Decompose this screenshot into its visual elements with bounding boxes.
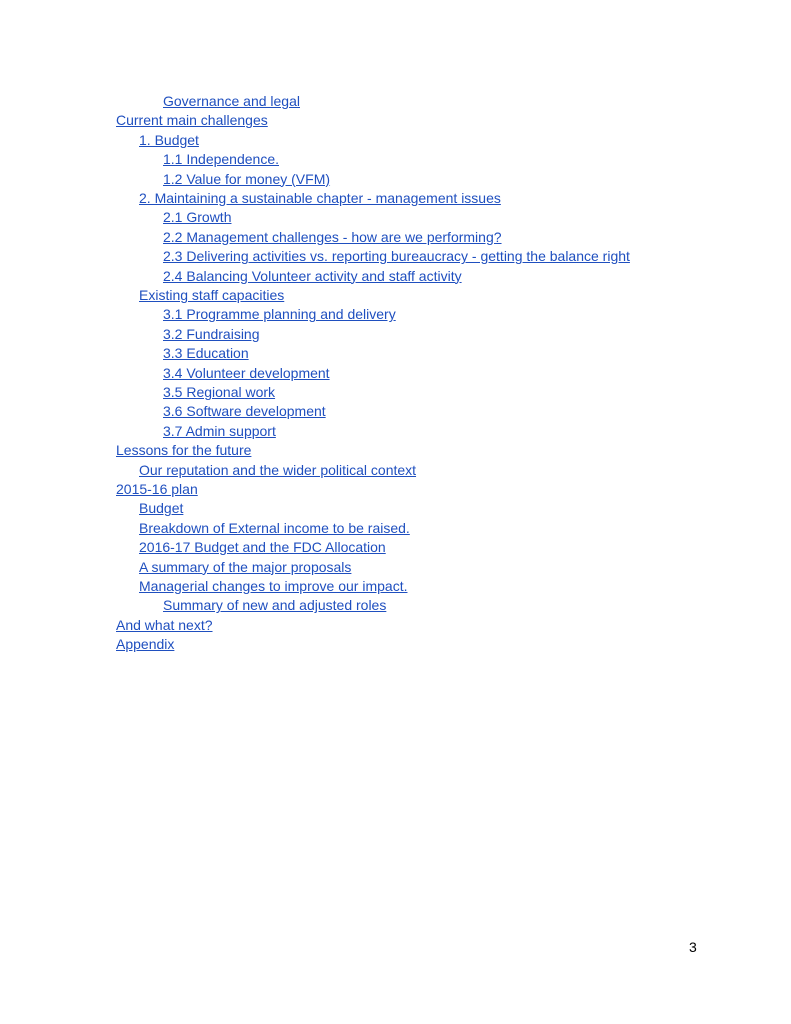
- toc-link-fundraising[interactable]: 3.2 Fundraising: [163, 325, 260, 342]
- toc-link-delivering-activities[interactable]: 2.3 Delivering activities vs. reporting bureaucracy - getting the balance right: [163, 248, 630, 265]
- toc-link-sustainable-chapter[interactable]: 2. Maintaining a sustainable chapter - management issues: [139, 190, 501, 206]
- toc-link-2015-16-plan[interactable]: 2015-16 plan: [116, 481, 198, 497]
- toc-link-summary-major-proposals[interactable]: A summary of the major proposals: [139, 558, 352, 575]
- toc-link-current-main-challenges[interactable]: Current main challenges: [116, 112, 268, 129]
- toc-link-programme-planning[interactable]: 3.1 Programme planning and delivery: [163, 306, 396, 323]
- toc-link-2016-17-budget-fdc[interactable]: 2016-17 Budget and the FDC Allocation: [139, 539, 386, 556]
- toc-link-software-development[interactable]: 3.6 Software development: [163, 403, 326, 420]
- toc-link-growth[interactable]: 2.1 Growth: [163, 209, 232, 226]
- toc-link-external-income-breakdown[interactable]: Breakdown of External income to be raised.: [139, 519, 410, 536]
- toc-link-budget-section[interactable]: 1. Budget: [139, 131, 199, 148]
- toc-link-education[interactable]: 3.3 Education: [163, 345, 249, 362]
- toc-link-existing-staff-capacities[interactable]: Existing staff capacities: [139, 287, 285, 303]
- toc-link-reputation-political-context[interactable]: Our reputation and the wider political context: [139, 461, 417, 478]
- toc-link-lessons-for-the-future[interactable]: Lessons for the future: [116, 442, 252, 459]
- toc-link-independence[interactable]: 1.1 Independence.: [163, 151, 279, 168]
- toc-link-volunteer-development[interactable]: 3.4 Volunteer development: [163, 364, 330, 381]
- toc-link-regional-work[interactable]: 3.5 Regional work: [163, 384, 276, 400]
- toc-link-governance-and-legal[interactable]: Governance and legal: [163, 93, 300, 109]
- toc-link-budget[interactable]: Budget: [139, 500, 184, 517]
- toc-link-appendix[interactable]: Appendix: [116, 636, 175, 653]
- toc-link-managerial-changes[interactable]: Managerial changes to improve our impact.: [139, 578, 408, 594]
- toc-link-and-what-next[interactable]: And what next?: [116, 616, 213, 633]
- toc-link-balancing-volunteer-activity[interactable]: 2.4 Balancing Volunteer activity and staff activity: [163, 267, 462, 284]
- page-number: 3: [689, 939, 697, 955]
- toc-link-management-challenges[interactable]: 2.2 Management challenges - how are we performing?: [163, 228, 502, 245]
- toc-link-summary-new-roles[interactable]: Summary of new and adjusted roles: [163, 597, 387, 614]
- toc-link-value-for-money[interactable]: 1.2 Value for money (VFM): [163, 170, 331, 187]
- toc-link-admin-support[interactable]: 3.7 Admin support: [163, 422, 276, 439]
